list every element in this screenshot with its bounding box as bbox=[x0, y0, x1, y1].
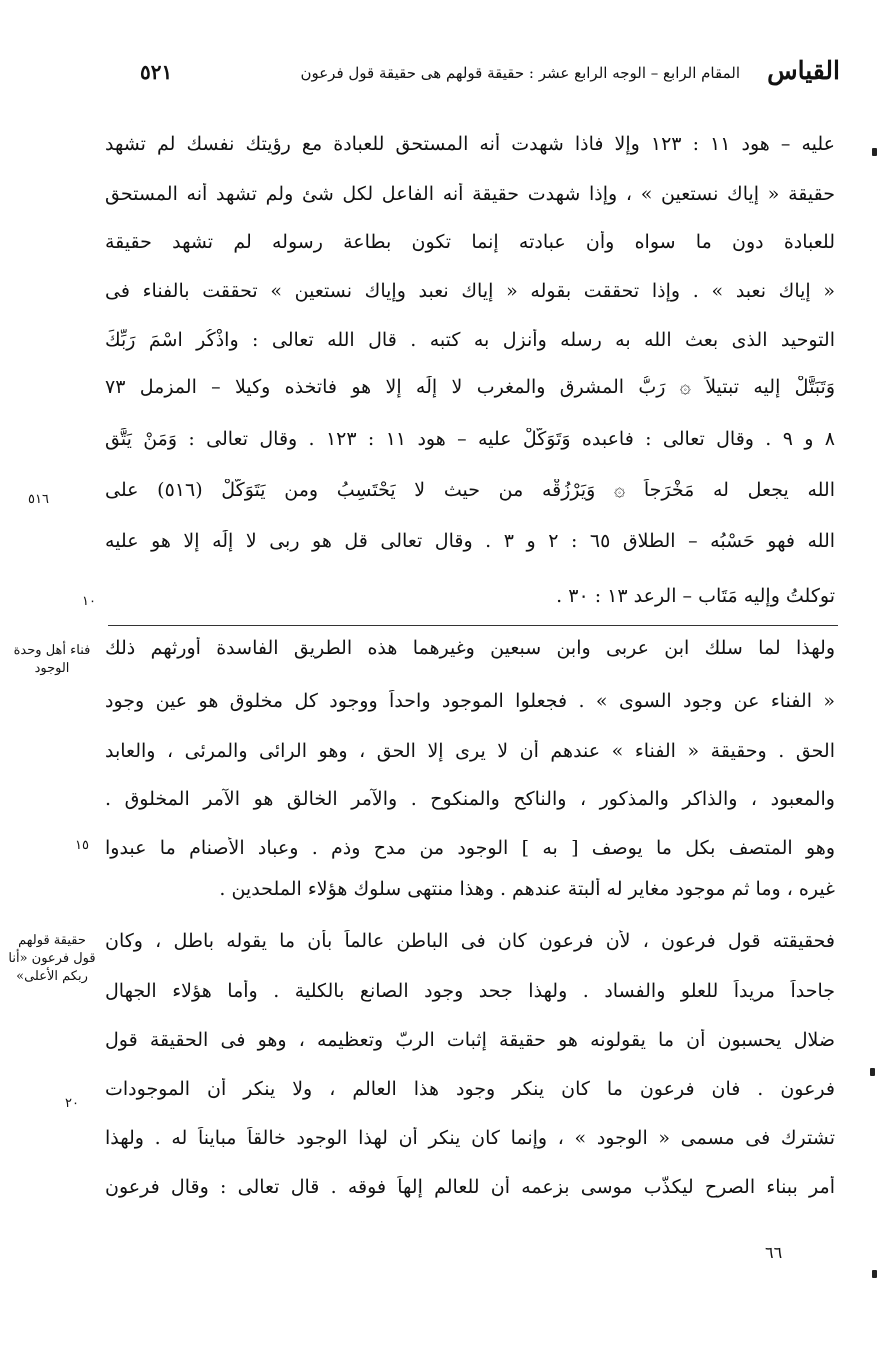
page-number: ٥٢١ bbox=[140, 60, 173, 84]
margin-note: حقيقة قولهم قول فرعون «أنا ربكم الأعلى» bbox=[8, 933, 96, 984]
text-line: ولهذا لما سلك ابن عربى وابن سبعين وغيرهما هذه الطريق الفاسدة أورثهم ذلك bbox=[105, 637, 835, 659]
text-line: الحق . وحقيقة « الفناء » عندهم أن لا يرى إلا الحق ، وهو الرائى والمرئى ، والعابد bbox=[105, 740, 835, 762]
text-line: « إياك نعبد » . وإذا تحققت بقوله « إياك نعبد وإياك نستعين » تحققت بالفناء فى bbox=[105, 280, 835, 302]
text-line: « الفناء عن وجود السوى » . فجعلوا الموجود واحداً ووجود كل مخلوق هو عين وجود bbox=[105, 690, 835, 712]
section-divider bbox=[108, 625, 838, 626]
text-line: للعبادة دون ما سواه وأن عبادته إنما تكون بطاعة رسوله لم تشهد حقيقة bbox=[105, 231, 835, 253]
text-line: فرعون . فان فرعون ما كان ينكر وجود هذا العالم ، ولا ينكر أن الموجودات bbox=[105, 1078, 835, 1100]
text-line: والمعبود ، والذاكر والمذكور ، والناكح والمنكوح . والآمر الخالق هو الآمر المخلوق . bbox=[105, 788, 835, 810]
page-header bbox=[100, 52, 840, 94]
text-line: ضلال يحسبون أن ما يقولونه هو حقيقة إثبات الربّ وتعظيمه ، وهو فى الحقيقة قول bbox=[105, 1029, 835, 1051]
text-line: أمر ببناء الصرح ليكذّب موسى بزعمه أن للعالم إلهاً فوقه . قال تعالى : وقال فرعون bbox=[105, 1176, 835, 1198]
text-line: توكلتُ وإليه مَتَاب – الرعد ١٣ : ٣٠ . bbox=[556, 585, 835, 607]
margin-note: فناء أهل وحدة الوجود bbox=[13, 643, 91, 676]
running-head: المقام الرابع – الوجه الرابع عشر : حقيقة قولهم هى حقيقة قول فرعون bbox=[300, 64, 740, 82]
line-number: ٢٠ bbox=[65, 1096, 79, 1111]
line-number: ١٥ bbox=[75, 838, 89, 853]
text-line: الله يجعل له مَخْرَجاً ۞ وَيَرْزُقْه من حيث لا يَحْتَسِبُ ومن يَتَوَكَّلْ (٥١٦) على bbox=[105, 479, 835, 501]
text-line: التوحيد الذى بعث الله به رسله وأنزل به كتبه . قال الله تعالى : واذْكُرِ اسْمَ رَبِّكَ bbox=[105, 329, 835, 351]
text-line: ٨ و ٩ . وقال تعالى : فاعبده وَتَوَكَّلْ عليه – هود ١١ : ١٢٣ . وقال تعالى : وَمَنْ يَتَّقِ bbox=[105, 428, 835, 450]
text-line: تشترك فى مسمى « الوجود » ، وإنما كان ينكر أن لهذا الوجود خالقاً مبايناً له . ولهذا bbox=[105, 1127, 835, 1149]
scan-edge-mark bbox=[872, 148, 877, 156]
line-number: ١٠ bbox=[82, 594, 96, 609]
text-line: حقيقة « إياك نستعين » ، وإذا شهدت حقيقة أنه الفاعل لكل شئ ولم تشهد أنه المستحق bbox=[105, 183, 835, 205]
text-line: فحقيقته قول فرعون ، لأن فرعون كان فى الباطن عالماً بأن ما يقوله باطل ، وكان bbox=[105, 930, 835, 952]
signature-mark: ٦٦ bbox=[765, 1243, 783, 1262]
text-line: عليه – هود ١١ : ١٢٣ وإلا فاذا شهدت أنه المستحق للعبادة مع رؤيتك نفسك لم تشهد bbox=[105, 133, 835, 155]
text-line: وهو المتصف بكل ما يوصف [ به ] الوجود من مدح وذم . وعباد الأصنام ما عبدوا bbox=[105, 837, 835, 859]
text-line: الله فهو حَسْبُه – الطلاق ٦٥ : ٢ و ٣ . وقال تعالى قل هو ربى لا إِلَٰه إلا هو عليه bbox=[105, 530, 835, 552]
marginal-page-ref: ٥١٦ bbox=[28, 492, 49, 507]
text-line: وَتَبَتَّلْ إليه تبتيلاً ۞ رَبُّ المشرق والمغرب لا إِلَٰه إلا هو فاتخذه وكيلا – المزمل ٧٣ bbox=[105, 376, 835, 398]
text-line: غيره ، وما ثم موجود مغاير له ألبتة عندهم . وهذا منتهى سلوك هؤلاء الملحدين . bbox=[219, 878, 835, 900]
section-title: القياس bbox=[767, 56, 840, 85]
scan-edge-mark bbox=[872, 1270, 877, 1278]
scan-edge-mark bbox=[870, 1068, 875, 1076]
text-line: جاحداً مريداً للعلو والفساد . ولهذا جحد وجود الصانع بالكلية . وأما هؤلاء الجهال bbox=[105, 980, 835, 1002]
